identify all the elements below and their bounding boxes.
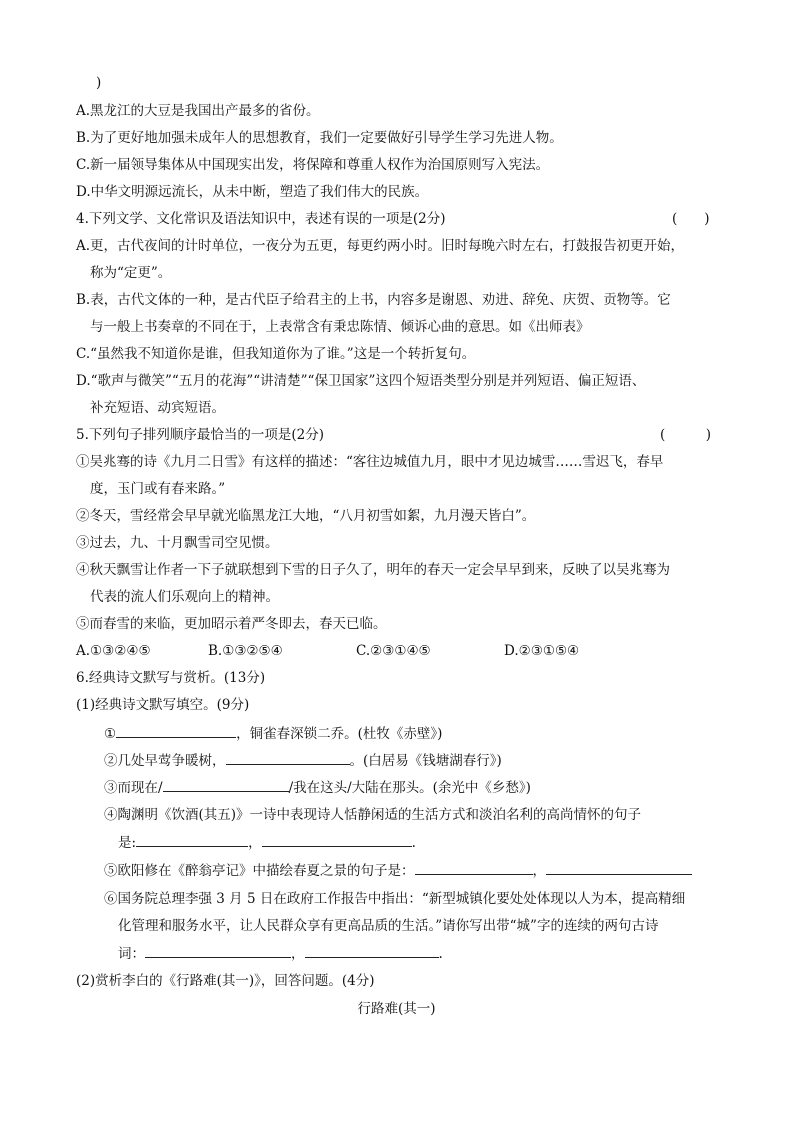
q4-option-d-line1: D.“歌声与微笑”“五月的花海”“讲清楚”“保卫国家”这四个短语类型分别是并列短语、偏正短语、 (76, 373, 646, 389)
q6-item-6-line2: 化管理和服务水平，让人民群众享有更高品质的生活。”请你写出带“城”字的连续的两句古诗 (118, 918, 659, 934)
q6-item-2-suffix: 。(白居易《钱塘湖春行》) (349, 753, 502, 769)
q4-answer-paren: ( ) (672, 211, 710, 227)
q3-option-a: A.黑龙江的大豆是我国出产最多的省份。 (76, 103, 320, 119)
q6-item-6-period: . (438, 946, 443, 962)
q4-stem: 4.下列文学、文化常识及语法知识中，表述有误的一项是(2分) (76, 211, 446, 227)
q6-item-3-prefix: ③而现在/ (104, 780, 163, 796)
q6-item-6-line3 (118, 943, 443, 964)
q6-item-4-prefix: 是: (118, 835, 137, 851)
q4-option-b-line2: 与一般上书奏章的不同在于，上表常含有秉忠陈情、倾诉心曲的意思。如《出师表》 (90, 319, 590, 335)
q6-item-6-comma: ， (291, 946, 305, 962)
q5-options (76, 641, 580, 661)
q4-option-a-line2: 称为“定更”。 (90, 265, 172, 281)
q4-option-a-line1: A.更，古代夜间的计时单位，一夜分为五更，每更约两小时。旧时每晚六时左右，打鼓报告初更开始， (76, 238, 685, 254)
q6-item-2-prefix: ②几处早莺争暖树， (104, 753, 226, 769)
q6-item-1-prefix: ① (104, 726, 117, 742)
q5-sentence-1-line2: 度，玉门或有春来路。” (90, 481, 226, 497)
q3-closing-paren: ) (96, 75, 102, 91)
answer-blank[interactable] (116, 723, 236, 738)
q6-item-1-suffix: ，铜雀春深锁二乔。(杜牧《赤壁》) (236, 726, 443, 742)
q6-item-3-suffix: /我在这头/大陆在那头。(余光中《乡愁》) (288, 780, 531, 796)
q6-item-5-comma: ， (532, 863, 546, 879)
q6-item-4-line2 (118, 832, 416, 853)
q6-item-3 (104, 777, 531, 798)
answer-blank[interactable] (145, 943, 291, 958)
poem-title: 行路难(其一) (357, 1001, 436, 1017)
q3-option-d: D.中华文明源远流长，从未中断，塑造了我们伟大的民族。 (76, 184, 429, 200)
q4-option-d-line2: 补充短语、动宾短语。 (90, 400, 225, 416)
q6-item-5 (104, 860, 692, 881)
q6-item-2 (104, 750, 502, 771)
q5-sentence-5: ⑤而春雪的来临，更加昭示着严冬即去，春天已临。 (76, 616, 387, 632)
q6-stem: 6.经典诗文默写与赏析。(13分) (76, 670, 266, 686)
q5-option-a: A.①③②④⑤ (76, 643, 151, 659)
q6-item-4-comma: ， (248, 835, 262, 851)
q5-option-d: D.②③①⑤④ (504, 643, 580, 659)
q6-item-6-prefix: 词： (118, 946, 145, 962)
answer-blank[interactable] (136, 832, 248, 847)
q5-sentence-4-line2: 代表的流人们乐观向上的精神。 (90, 589, 279, 605)
q6-item-5-prefix: ⑤欧阳修在《醉翁亭记》中描绘春夏之景的句子是： (104, 863, 415, 879)
answer-blank[interactable] (262, 832, 412, 847)
q5-option-b: B.①③②⑤④ (208, 643, 283, 659)
answer-blank[interactable] (226, 750, 350, 765)
q6-item-4-line1: ④陶渊明《饮酒(其五)》一诗中表现诗人恬静闲适的生活方式和淡泊名利的高尚情怀的句子 (104, 807, 642, 823)
q3-option-c: C.新一届领导集体从中国现实出发，将保障和尊重人权作为治国原则写入宪法。 (76, 157, 550, 173)
answer-blank[interactable] (305, 943, 439, 958)
q5-sentence-4-line1: ④秋天飘雪让作者一下子就联想到下雪的日子久了，明年的春天一定会早早到来，反映了以吴兆骞为 (76, 562, 670, 578)
q6-part2-heading: (2)赏析李白的《行路难(其一)》，回答问题。(4分) (76, 973, 375, 989)
answer-blank[interactable] (546, 860, 692, 875)
q5-sentence-1-line1: ①吴兆骞的诗《九月二日雪》有这样的描述：“客往边城值九月，眼中才见边城雪……雪迟飞，春早 (76, 454, 664, 470)
q5-stem: 5.下列句子排列顺序最恰当的一项是(2分) (76, 427, 325, 443)
q4-option-c: C.“虽然我不知道你是谁，但我知道你为了谁。”这是一个转折复句。 (76, 346, 476, 362)
q4-option-b-line1: B.表，古代文体的一种，是古代臣子给君主的上书，内容多是谢恩、劝进、辞免、庆贺、贡物等。它 (76, 292, 671, 308)
q3-option-b: B.为了更好地加强未成年人的思想教育，我们一定要做好引导学生学习先进人物。 (76, 130, 563, 146)
q6-item-4-period: . (411, 835, 416, 851)
q6-part1-heading: (1)经典诗文默写填空。(9分) (76, 697, 250, 713)
answer-blank[interactable] (415, 860, 533, 875)
q5-option-c: C.②③①④⑤ (356, 643, 431, 659)
answer-blank[interactable] (163, 777, 289, 792)
q6-item-6-line1: ⑥国务院总理李强 3 月 5 日在政府工作报告中指出：“新型城镇化要处处体现以人为本，提高精细 (104, 891, 686, 907)
q5-sentence-2: ②冬天，雪经常会早早就光临黑龙江大地，“八月初雪如絮，九月漫天皆白”。 (76, 508, 536, 524)
q5-answer-paren: ( ) (660, 427, 712, 443)
q5-sentence-3: ③过去，九、十月飘雪司空见惯。 (76, 535, 279, 551)
q6-item-1 (104, 723, 442, 744)
